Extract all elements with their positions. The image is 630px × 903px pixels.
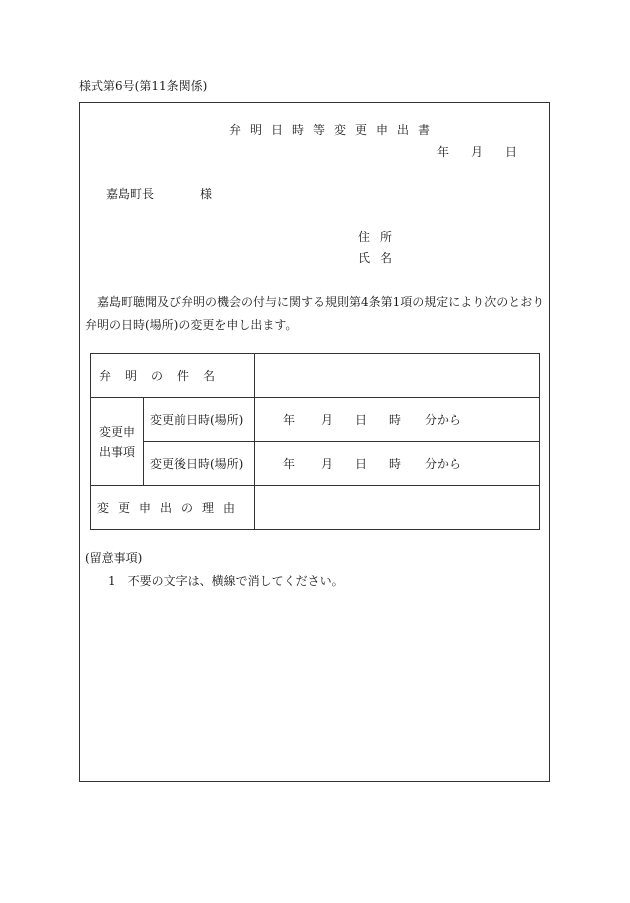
form-number-label: 様式第6号(第11条関係) [79, 79, 208, 93]
after-month: 月 [321, 457, 334, 471]
case-name-label: 弁明の件名 [91, 354, 255, 398]
before-hour: 時 [389, 413, 402, 427]
date-year-label: 年 [437, 145, 450, 159]
date-day-label: 日 [505, 145, 518, 159]
case-name-value [255, 354, 540, 398]
change-items-label-line1: 変更申 [98, 424, 135, 439]
body-text: 嘉島町聴聞及び弁明の機会の付与に関する規則第4条第1項の規定により次のとおり弁明の日時(場所)の変更を申し出ます。 [85, 295, 545, 332]
before-datetime-value [255, 398, 540, 442]
note-item: 1 不要の文字は、横線で消してください。 [108, 574, 344, 588]
after-datetime-value [255, 442, 540, 486]
after-row [91, 442, 540, 486]
after-year: 年 [283, 457, 296, 471]
notes-heading: (留意事項) [85, 551, 143, 565]
after-hour: 時 [389, 457, 402, 471]
body-paragraph [85, 291, 547, 337]
before-month: 月 [321, 413, 334, 427]
after-minute: 分から [425, 457, 462, 471]
before-row [91, 398, 540, 442]
reason-label: 変更申出の理由 [91, 486, 255, 530]
applicant-address-label: 住所 [358, 230, 403, 244]
change-items-label [91, 398, 144, 486]
addressee-suffix: 様 [200, 187, 213, 201]
details-table [90, 353, 540, 530]
before-datetime-label: 変更前日時(場所) [144, 398, 255, 442]
document-title: 弁明日時等変更申出書 [229, 123, 440, 137]
reason-row [91, 486, 540, 530]
reason-value [255, 486, 540, 530]
before-year: 年 [283, 413, 296, 427]
addressee: 嘉島町長 [106, 187, 155, 201]
before-minute: 分から [425, 413, 462, 427]
before-day: 日 [355, 413, 368, 427]
applicant-name-label: 氏名 [358, 251, 403, 265]
date-line [437, 146, 517, 158]
after-datetime-label: 変更後日時(場所) [144, 442, 255, 486]
change-items-label-line2: 出事項 [98, 444, 135, 459]
case-name-row [91, 354, 540, 398]
date-month-label: 月 [471, 145, 484, 159]
after-day: 日 [355, 457, 368, 471]
